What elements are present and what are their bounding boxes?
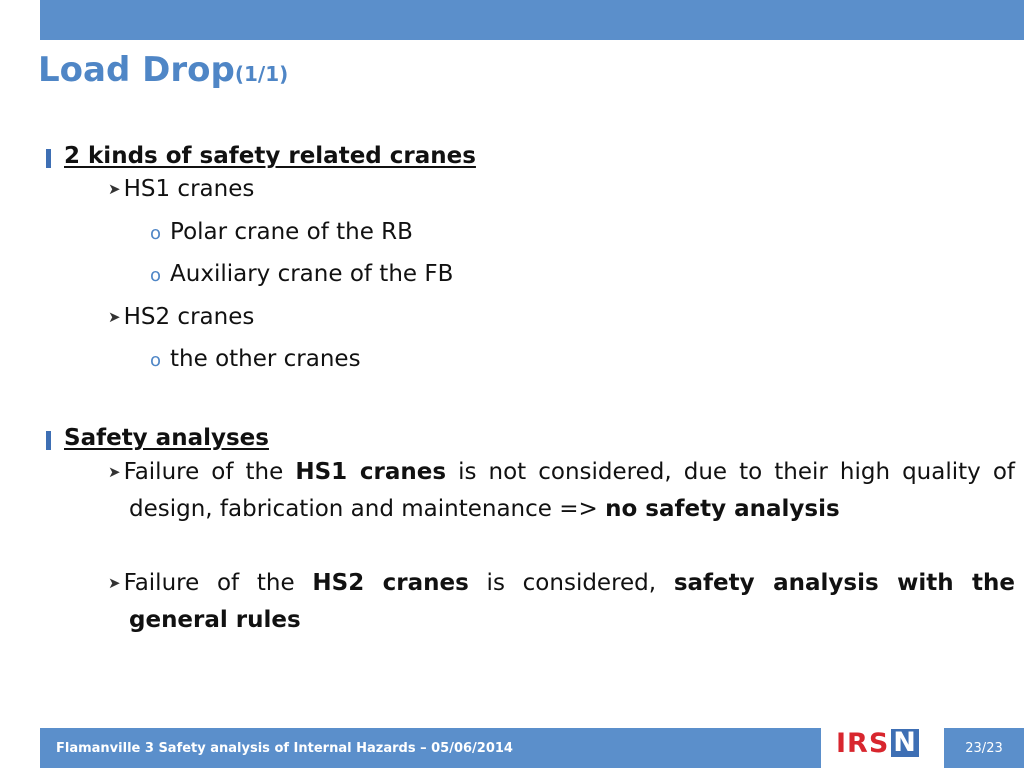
section-title-cranes: 2 kinds of safety related cranes bbox=[64, 143, 476, 169]
irsn-logo: IRS N bbox=[836, 727, 917, 759]
section-safety-analyses bbox=[46, 423, 269, 453]
header-bar bbox=[40, 0, 1024, 40]
circle-bullet-icon: o bbox=[150, 350, 162, 371]
list-item-other-cranes: o the other cranes bbox=[150, 346, 361, 372]
list-item-hs1: ➤ HS1 cranes bbox=[108, 176, 255, 202]
page-number: 23/23 bbox=[944, 728, 1024, 768]
slide-title: Load Drop(1/1) bbox=[38, 50, 289, 90]
section-cranes bbox=[46, 141, 476, 171]
arrow-bullet-icon: ➤ bbox=[108, 463, 121, 481]
paragraph-hs2-failure: ➤ Failure of the HS2 cranes is considered, safety analysis with the general rules bbox=[108, 570, 1015, 633]
arrow-bullet-icon: ➤ bbox=[108, 180, 121, 198]
footer-text: Flamanville 3 Safety analysis of Internal Hazards – 05/06/2014 bbox=[56, 740, 513, 756]
footer-bar bbox=[40, 728, 821, 768]
arrow-bullet-icon: ➤ bbox=[108, 574, 121, 592]
paragraph-hs1-failure: ➤ Failure of the HS1 cranes is not considered, due to their high quality of design, fabrication and maintenance => no safety analysis bbox=[108, 459, 1015, 522]
section-title-safety: Safety analyses bbox=[64, 425, 269, 451]
square-bullet-icon bbox=[46, 149, 51, 168]
list-item-hs2: ➤ HS2 cranes bbox=[108, 304, 255, 330]
circle-bullet-icon: o bbox=[150, 265, 162, 286]
arrow-bullet-icon: ➤ bbox=[108, 308, 121, 326]
list-item-polar-crane: o Polar crane of the RB bbox=[150, 219, 413, 245]
list-item-auxiliary-crane: o Auxiliary crane of the FB bbox=[150, 261, 454, 287]
circle-bullet-icon: o bbox=[150, 223, 162, 244]
square-bullet-icon bbox=[46, 431, 51, 450]
title-suffix: (1/1) bbox=[234, 62, 289, 86]
